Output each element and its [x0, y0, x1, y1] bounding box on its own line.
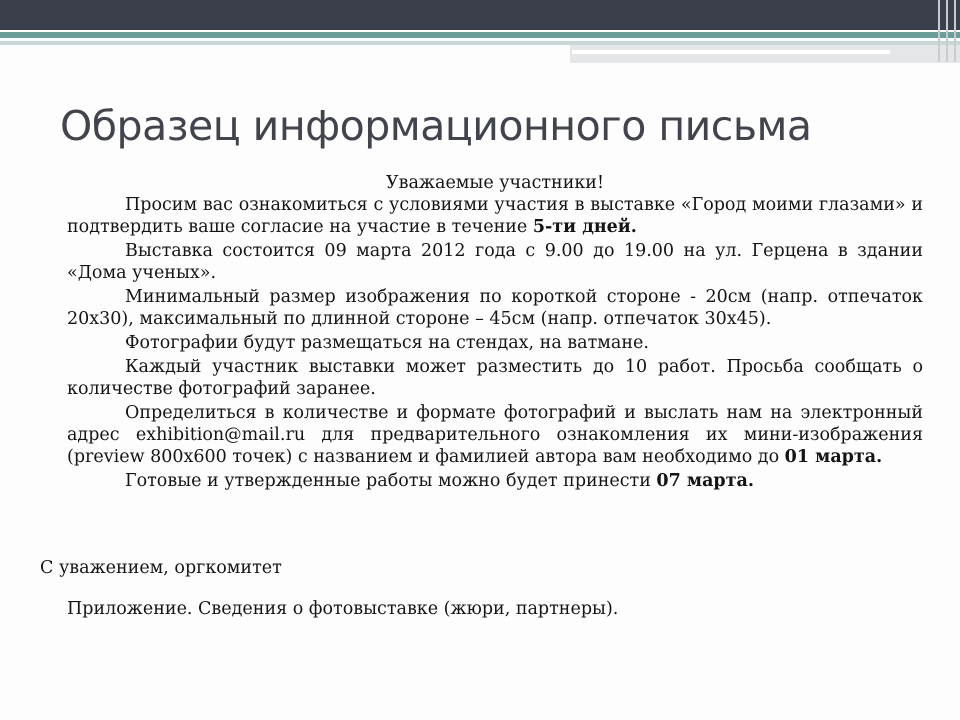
- slide-title: Образец информационного письма: [60, 102, 812, 150]
- decorative-line: [954, 0, 956, 62]
- letter-signature: С уважением, оргкомитет: [40, 558, 282, 578]
- decorative-line: [946, 0, 948, 62]
- letter-paragraph: Минимальный размер изображения по короткой стороне - 20см (напр. отпечаток 20х30), максимальный по длинной стороне – 45см (напр. отпечаток 30х45).: [67, 287, 923, 329]
- letter-paragraph: [67, 470, 923, 492]
- letter-paragraph: Фотографии будут размещаться на стендах, на ватмане.: [125, 333, 649, 353]
- letter-paragraph: Выставка состоится 09 марта 2012 года с 9.00 до 19.00 на ул. Герцена в здании «Дома ученых».: [67, 241, 923, 283]
- letter-paragraph: Каждый участник выставки может разместить до 10 работ. Просьба сообщать о количестве фотографий заранее.: [67, 357, 923, 399]
- decorative-line: [938, 0, 940, 62]
- header-band: [0, 0, 960, 30]
- deadline-emphasis: 5-ти дней.: [532, 217, 637, 237]
- paragraph-text: Просим вас ознакомиться с условиями участия в выставке «Город моими глазами» и подтвердить ваше согласие на участие в течение: [67, 195, 923, 237]
- letter-paragraph: [67, 402, 923, 468]
- paragraph-text: Определиться в количестве и формате фотографий и выслать нам на электронный адрес exhibition@mail.ru для предварительного ознакомления их мини-изображения (preview 800х600 точек) с названием и фамилией автора вам необходимо до: [67, 403, 923, 467]
- letter-attachment: Приложение. Сведения о фотовыставке (жюри, партнеры).: [67, 599, 619, 619]
- date-emphasis: 01 марта.: [784, 447, 883, 467]
- decorative-strip-highlight: [572, 50, 890, 54]
- date-emphasis: 07 марта.: [656, 471, 754, 491]
- accent-bar: [0, 32, 960, 38]
- decorative-strip: [570, 45, 960, 63]
- paragraph-text: Готовые и утвержденные работы можно будет принести: [125, 471, 657, 491]
- letter-paragraph: [67, 194, 923, 238]
- letter-greeting: Уважаемые участники!: [385, 173, 605, 193]
- letter-body: [67, 172, 923, 494]
